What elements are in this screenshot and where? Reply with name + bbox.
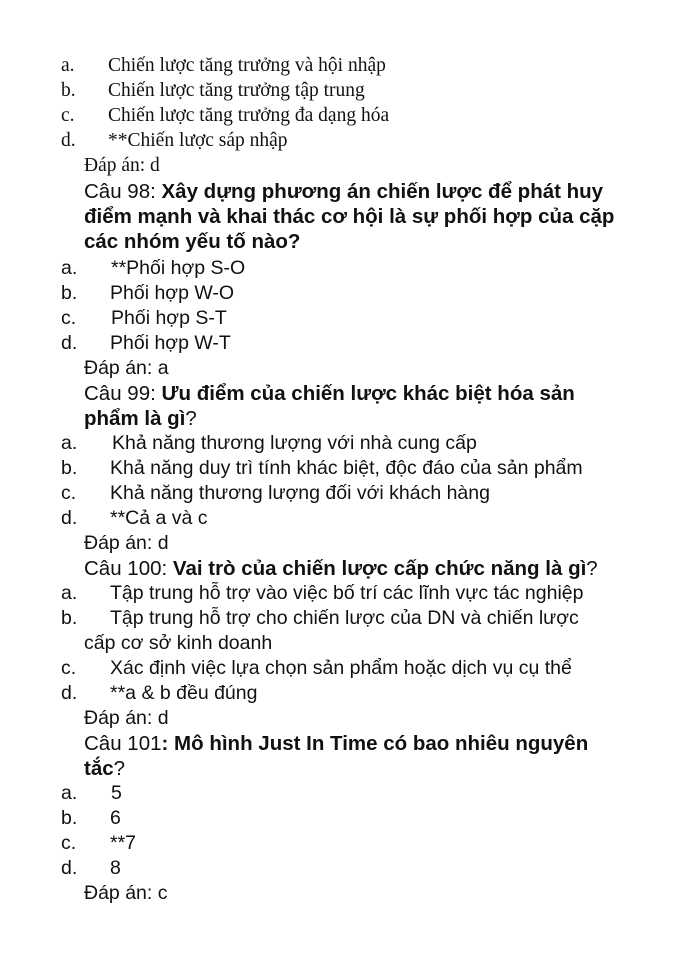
question-text: phẩm là gì <box>84 407 186 430</box>
question-text: Xây dựng phương án chiến lược để phát huy <box>161 180 604 203</box>
question-98-title <box>84 180 603 204</box>
option-label: c. <box>61 307 77 329</box>
option-label: c. <box>61 482 77 504</box>
option-label: a. <box>61 257 78 279</box>
option-text: Chiến lược tăng trưởng đa dạng hóa <box>108 105 390 126</box>
question-mark: ? <box>185 407 197 430</box>
option-text: **Chiến lược sáp nhập <box>108 130 288 151</box>
answer-line: Đáp án: d <box>84 707 169 729</box>
option-text: Xác định việc lựa chọn sản phẩm hoặc dịch vụ cụ thể <box>110 657 572 679</box>
question-text-line <box>84 757 125 781</box>
option-label: d. <box>61 857 78 879</box>
option-text: Phối hợp S-T <box>111 307 227 329</box>
option-label: a. <box>61 55 75 76</box>
option-label: b. <box>61 282 78 304</box>
option-text: Khả năng duy trì tính khác biệt, độc đáo của sản phẩm <box>110 457 583 479</box>
question-mark: ? <box>586 557 598 580</box>
answer-line: Đáp án: c <box>84 882 168 904</box>
question-text: Vai trò của chiến lược cấp chức năng là gì <box>172 557 587 580</box>
question-prefix: Câu 100: <box>84 557 173 580</box>
option-label: b. <box>61 80 76 101</box>
option-label: d. <box>61 507 78 529</box>
option-text: **7 <box>110 832 137 854</box>
question-text: : Mô hình Just In Time có bao nhiêu nguyên <box>161 732 589 755</box>
option-label: a. <box>61 582 78 604</box>
option-label: d. <box>61 332 78 354</box>
option-label: c. <box>61 832 77 854</box>
option-text: Phối hợp W-O <box>110 282 235 304</box>
question-text: các nhóm yếu tố nào? <box>84 230 301 253</box>
question-prefix: Câu 101 <box>84 732 162 755</box>
option-label: a. <box>61 432 78 454</box>
option-label: c. <box>61 105 75 126</box>
option-label: d. <box>61 682 78 704</box>
option-text: Chiến lược tăng trưởng và hội nhập <box>108 55 386 76</box>
answer-line: Đáp án: d <box>84 532 169 554</box>
option-text: 6 <box>110 807 121 829</box>
answer-line: Đáp án: a <box>84 357 169 379</box>
question-text: điểm mạnh và khai thác cơ hội là sự phối hợp của cặp <box>84 205 615 228</box>
option-label: b. <box>61 457 78 479</box>
question-mark: ? <box>113 757 126 780</box>
option-text: 8 <box>110 857 121 879</box>
answer-line: Đáp án: d <box>84 155 160 176</box>
option-label: b. <box>61 807 78 829</box>
question-text: tắc <box>84 757 114 780</box>
option-text: **Cả a và c <box>110 507 208 529</box>
question-prefix: Câu 98: <box>84 180 162 203</box>
question-99-title <box>84 382 575 406</box>
option-line <box>61 55 75 77</box>
option-text: Khả năng thương lượng đối với khách hàng <box>110 482 490 504</box>
question-text-line <box>84 407 197 431</box>
option-text: Khả năng thương lượng với nhà cung cấp <box>112 432 477 454</box>
option-label: d. <box>61 130 76 151</box>
question-prefix: Câu 99: <box>84 382 162 405</box>
option-label: a. <box>61 782 78 804</box>
option-label: b. <box>61 607 78 629</box>
option-text: **Phối hợp S-O <box>111 257 246 279</box>
option-label: c. <box>61 657 77 679</box>
option-text-continuation: cấp cơ sở kinh doanh <box>84 632 273 654</box>
question-text: Ưu điểm của chiến lược khác biệt hóa sản <box>161 382 575 405</box>
option-text: Phối hợp W-T <box>110 332 231 354</box>
question-100-title <box>84 557 598 581</box>
option-text: Tập trung hỗ trợ cho chiến lược của DN và chiến lược <box>110 607 579 629</box>
option-text: Chiến lược tăng trưởng tập trung <box>108 80 365 101</box>
option-text: **a & b đều đúng <box>110 682 258 704</box>
option-text: Tập trung hỗ trợ vào việc bố trí các lĩnh vực tác nghiệp <box>110 582 584 604</box>
option-text: 5 <box>111 782 122 804</box>
question-101-title <box>84 732 588 756</box>
